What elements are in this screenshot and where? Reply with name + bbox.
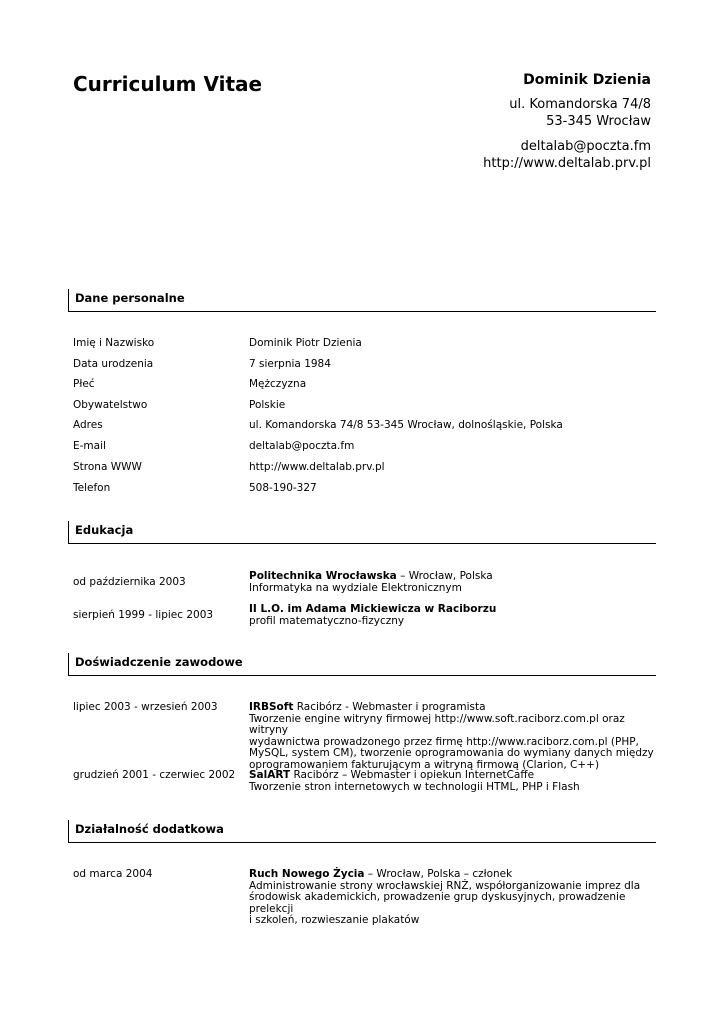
activity-role: – Wrocław, Polska – członek [364,868,513,880]
personal-label: Imię i Nazwisko [73,337,155,349]
experience-line: wydawnictwa prowadzonego przez firmę http://www.raciborz.com.pl (PHP, [249,735,639,748]
personal-value: 508-190-327 [249,482,317,494]
personal-value: 7 sierpnia 1984 [249,358,331,370]
personal-value[interactable]: http://www.deltalab.prv.pl [249,461,385,473]
experience-item [73,770,655,794]
education-item [73,571,655,595]
personal-label: Telefon [73,482,111,494]
activity-line: Administrowanie strony wrocławskiej RNŻ, współorganizowanie imprez dla [249,879,641,892]
cv-title: Curriculum Vitae [73,72,263,96]
activity-period: od marca 2004 [73,868,153,880]
activity-line: i szkoleń, rozwieszanie plakatów [249,914,420,926]
section-personal-heading: Dane personalne [75,291,185,305]
activity-line: środowisk akademickich, prowadzenie grup dyskusyjnych, prowadzenie prelekcji [249,891,626,915]
experience-line: oprogramowaniem fakturującym a witryną firmową (Clarion, C++) [249,758,600,771]
contact-name: Dominik Dzienia [523,72,651,88]
activity-detail-block [249,869,654,927]
experience-company: IRBSoft [249,701,294,713]
experience-line: MySQL, system CM), tworzenie oprogramowania do wymiany danych między [249,747,654,759]
personal-value: Polskie [249,399,286,411]
education-location: – Wrocław, Polska [396,570,493,582]
personal-value: Dominik Piotr Dzienia [249,337,362,349]
experience-period: grudzień 2001 - czerwiec 2002 [73,769,236,781]
contact-block [483,72,651,172]
education-school: II L.O. im Adama Mickiewicza w Raciborzu [249,603,497,615]
personal-label: Strona WWW [73,461,142,473]
personal-value: ul. Komandorska 74/8 53-345 Wrocław, dolnośląskie, Polska [249,419,563,431]
experience-detail-block [249,770,654,793]
education-detail-block [249,571,654,594]
personal-value[interactable]: deltalab@poczta.fm [249,440,355,452]
contact-email[interactable]: deltalab@poczta.fm [520,139,651,154]
section-activities-heading: Działalność dodatkowa [75,822,224,836]
personal-label: Płeć [73,378,95,390]
experience-item [73,701,655,771]
education-detail-block [249,604,654,627]
experience-company: SalART [249,769,291,781]
activity-org: Ruch Nowego Życia [249,868,365,880]
section-personal-header [68,289,656,312]
education-item [73,604,655,628]
experience-line: Tworzenie engine witryny firmowej http://www.soft.raciborz.com.pl oraz witryny [249,712,625,736]
experience-detail-block [249,702,654,771]
education-detail: Informatyka na wydziale Elektronicznym [249,581,462,594]
experience-role: Racibórz - Webmaster i programista [293,701,486,713]
personal-label: Obywatelstwo [73,399,148,411]
education-period: od października 2003 [73,576,186,588]
education-period: sierpień 1999 - lipiec 2003 [73,609,214,621]
personal-label: Data urodzenia [73,358,154,370]
section-education-heading: Edukacja [75,523,134,537]
personal-label: E-mail [73,440,106,452]
education-detail: profil matematyczno-fizyczny [249,614,405,627]
section-activities-header [68,820,656,843]
experience-period: lipiec 2003 - wrzesień 2003 [73,701,218,713]
education-school: Politechnika Wrocławska [249,570,397,582]
contact-address-line1: ul. Komandorska 74/8 [509,97,651,112]
personal-value: Mężczyzna [249,378,307,390]
experience-role: Racibórz – Webmaster i opiekun InternetCaffe [290,769,535,781]
activity-item [73,868,655,926]
experience-line: Tworzenie stron internetowych w technologii HTML, PHP i Flash [249,780,580,793]
personal-label: Adres [73,419,103,431]
section-experience-heading: Doświadczenie zawodowe [75,655,243,669]
contact-address-line2: 53-345 Wrocław [546,114,651,129]
contact-website[interactable]: http://www.deltalab.prv.pl [483,156,651,171]
section-education-header [68,521,656,544]
section-experience-header [68,653,656,676]
